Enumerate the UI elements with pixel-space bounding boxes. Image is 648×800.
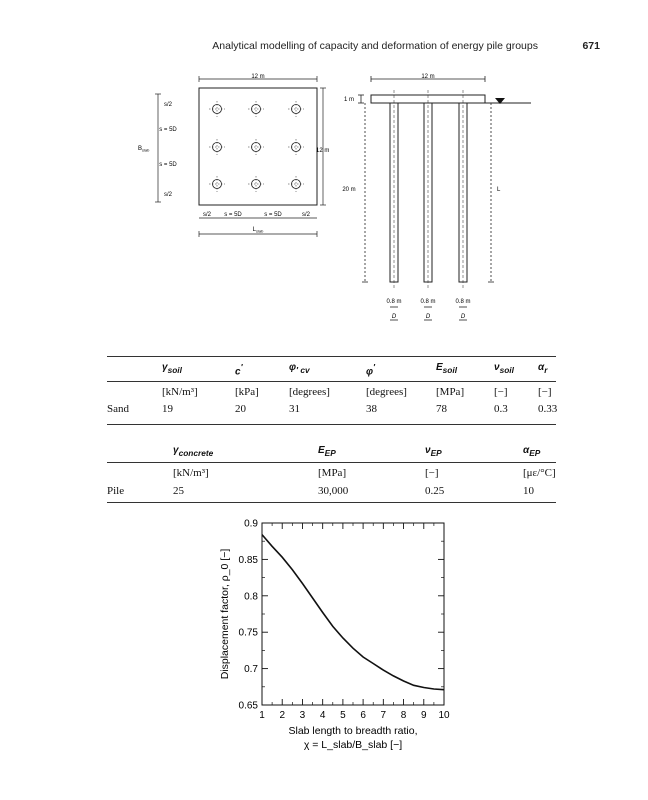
- y-tick-label: 0.8: [244, 591, 258, 603]
- pile-value-nu: 0.25: [425, 485, 445, 497]
- soil-properties-table: [107, 356, 556, 426]
- soil-unit-e: [MPa]: [436, 386, 465, 398]
- soil-value-alpha: 0.33: [538, 403, 558, 415]
- pile-plan-3: [288, 101, 304, 117]
- plan-left-dim-3: s = 5D: [159, 162, 177, 168]
- plot-frame: [262, 523, 444, 705]
- pile-unit-nu: [−]: [425, 467, 439, 479]
- plan-left-dim-1: s/2: [163, 102, 173, 108]
- plan-height-label: 12 m: [316, 148, 330, 154]
- pile-value-e: 30,000: [318, 485, 349, 497]
- plan-width-label: 12 m: [251, 74, 265, 80]
- pile-grid: [209, 101, 304, 192]
- pile-header-alpha: $\alpha_{EP}$: [523, 445, 541, 458]
- section-view-figure: [335, 70, 535, 330]
- soil-value-c: 20: [235, 403, 246, 415]
- diameter-label-1: 0.8 m: [386, 299, 402, 305]
- plan-length-label: $L_{slab}$: [252, 227, 264, 234]
- diameter-symbol-2: D: [425, 314, 431, 320]
- plan-bottom-dim-3: s = 5D: [264, 212, 282, 218]
- x-axis-label-line2: χ = L_slab/B_slab [−]: [303, 739, 403, 751]
- soil-value-phi-cv: 31: [289, 403, 300, 415]
- soil-data-row: [107, 400, 556, 420]
- pile-plan-8: [248, 176, 264, 192]
- pile-properties-table: [107, 440, 556, 504]
- y-tick-label: 0.9: [244, 518, 258, 530]
- pile-plan-9: [288, 176, 304, 192]
- soil-unit-c: [kPa]: [235, 386, 259, 398]
- plan-side-label: $B_{slab}$: [138, 146, 150, 153]
- plan-bottom-dim-4: s/2: [301, 212, 311, 218]
- soil-header-phi-cv: $\varphi_{' cv}$: [289, 362, 310, 375]
- section-width-label: 12 m: [421, 74, 435, 80]
- pile-plan-7: [209, 176, 225, 192]
- pile-plan-5: [248, 139, 264, 155]
- pile-plan-1: [209, 101, 225, 117]
- pile-plan-6: [288, 139, 304, 155]
- plan-view-figure: [130, 70, 355, 242]
- running-header: [0, 40, 600, 58]
- x-tick-label: 9: [420, 710, 427, 721]
- y-tick-label: 0.65: [238, 700, 258, 712]
- soil-header-phi: φ′: [366, 362, 376, 378]
- diameter-label-2: 0.8 m: [420, 299, 436, 305]
- y-tick-label: 0.75: [238, 627, 258, 639]
- soil-header-gamma: $\gamma_{soil}$: [162, 362, 182, 375]
- page-number: 671: [582, 40, 600, 52]
- soil-header-c: c′: [235, 362, 243, 378]
- soil-value-nu: 0.3: [494, 403, 508, 415]
- pile-data-row: [107, 482, 556, 502]
- soil-unit-nu: [−]: [494, 386, 508, 398]
- soil-value-e: 78: [436, 403, 447, 415]
- soil-unit-phi: [degrees]: [366, 386, 407, 398]
- soil-unit-phi-cv: [degrees]: [289, 386, 330, 398]
- x-tick-label: 10: [438, 710, 450, 721]
- x-tick-label: 6: [360, 710, 366, 721]
- plan-bottom-dim-2: s = 5D: [224, 212, 242, 218]
- running-title: Analytical modelling of capacity and deformation of energy pile groups: [212, 40, 538, 52]
- y-tick-label: 0.85: [238, 554, 258, 566]
- soil-value-phi: 38: [366, 403, 377, 415]
- pile-header-e: $E_{EP}$: [318, 445, 336, 458]
- soil-unit-gamma: [kN/m³]: [162, 386, 198, 398]
- pile-length-label: 20 m: [342, 187, 356, 193]
- pile-header-row: [107, 442, 556, 462]
- x-tick-label: 1: [259, 710, 265, 721]
- x-tick-label: 3: [299, 710, 306, 721]
- pile-header-nu: $\nu_{EP}$: [425, 445, 442, 458]
- pile-units-row: [107, 464, 556, 484]
- y-axis-label: Displacement factor, ρ_0 [−]: [219, 548, 231, 680]
- soil-unit-alpha: [−]: [538, 386, 552, 398]
- pile-plan-4: [209, 139, 225, 155]
- soil-header-row: [107, 359, 556, 379]
- slab-thickness-label: 1 m: [343, 97, 355, 103]
- x-tick-label: 7: [380, 710, 387, 721]
- soil-row-label: Sand: [107, 403, 129, 415]
- soil-header-alpha: $\alpha_r$: [538, 362, 548, 375]
- x-tick-label: 8: [400, 710, 407, 721]
- pile-value-gamma: 25: [173, 485, 184, 497]
- displacement-factor-chart: [210, 515, 465, 765]
- diameter-symbol-3: D: [460, 314, 466, 320]
- soil-value-gamma: 19: [162, 403, 173, 415]
- y-tick-label: 0.7: [244, 664, 258, 676]
- x-tick-label: 5: [340, 710, 346, 721]
- plan-bottom-dim-1: s/2: [202, 212, 212, 218]
- soil-header-e: $E_{soil}$: [436, 362, 458, 375]
- diameter-label-3: 0.8 m: [455, 299, 471, 305]
- pile-plan-2: [248, 101, 264, 117]
- diameter-symbol-1: D: [391, 314, 397, 320]
- data-line-rho0: [262, 535, 444, 690]
- pile-value-alpha: 10: [523, 485, 534, 497]
- pile-header-gamma: $\gamma_{concrete}$: [173, 445, 214, 458]
- x-tick-label: 4: [319, 710, 326, 721]
- x-tick-label: 2: [279, 710, 286, 721]
- pile-unit-gamma: [kN/m³]: [173, 467, 209, 479]
- soil-header-nu: $\nu_{soil}$: [494, 362, 514, 375]
- plan-left-dim-4: s/2: [163, 192, 173, 198]
- length-symbol: L: [497, 187, 501, 193]
- plan-left-dim-2: s = 5D: [159, 127, 177, 133]
- pile-unit-e: [MPa]: [318, 467, 347, 479]
- pile-unit-alpha: [με/°C]: [523, 467, 556, 479]
- pile-row-label: Pile: [107, 485, 125, 497]
- x-axis-label-line1: Slab length to breadth ratio,: [288, 725, 418, 737]
